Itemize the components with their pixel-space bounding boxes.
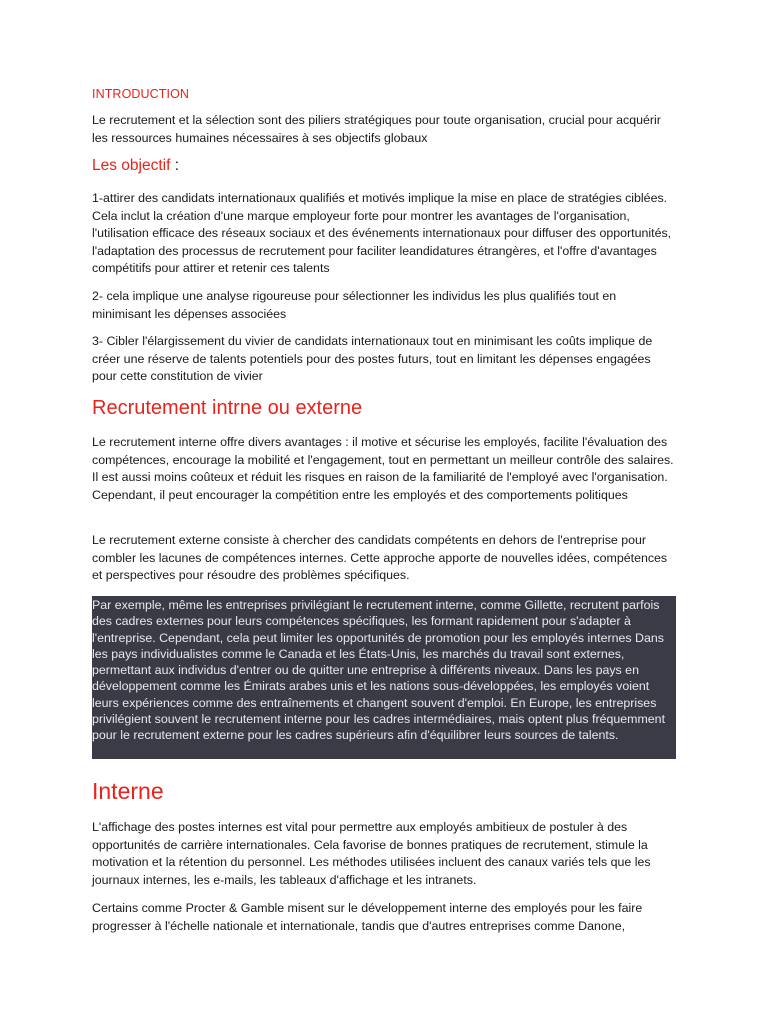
heading-recrutement: Recrutement intrne ou externe <box>92 397 363 419</box>
heading-objectifs <box>92 157 179 175</box>
heading-objectifs-colon: : <box>170 157 180 174</box>
heading-introduction: INTRODUCTION <box>92 87 190 101</box>
paragraph-objectif-2: 2- cela implique une analyse rigoureuse pour sélectionner les individus les plus qualifiés tout en minimisant les dépenses associées <box>92 289 617 321</box>
heading-interne: Interne <box>92 778 164 804</box>
paragraph-recrutement-externe: Le recrutement externe consiste à chercher des candidats compétents en dehors de l'entreprise pour combler les lacunes de compétences internes. Cette approche apporte de nouvelles idées, compétences et perspectives pour résoudre des problèmes spécifiques. <box>92 533 668 583</box>
highlighted-block <box>92 596 676 759</box>
paragraph-objectif-1: 1-attirer des candidats internationaux qualifiés et motivés implique la mise en place de stratégies ciblées. Cela inclut la création d'une marque employeur forte pour montrer les avantages de l'organisation, l'utilisation efficace des réseaux sociaux et des événements internationaux pour diffuser des opportunités, l'adaptation des processus de recrutement pour faciliter leandidatures étrangères, et l'offre d'avantages compétitifs pour attirer et retenir ces talents <box>92 191 672 276</box>
heading-objectifs-text: Les objectif <box>92 157 171 174</box>
paragraph-intro: Le recrutement et la sélection sont des piliers stratégiques pour toute organisation, crucial pour acquérir les ressources humaines nécessaires à ses objectifs globaux <box>92 113 661 145</box>
paragraph-procter: Certains comme Procter & Gamble misent sur le développement interne des employés pour les faire progresser à l'échelle nationale et internationale, tandis que d'autres entreprises comme Danone, <box>92 901 643 933</box>
paragraph-affichage: L'affichage des postes internes est vital pour permettre aux employés ambitieux de postuler à des opportunités de carrière internationales. Cela favorise de bonnes pratiques de recrutement, stimule la motivation et la rétention du personnel. Les méthodes utilisées incluent des canaux variés tels que les journaux internes, les e-mails, les tableaux d'affichage et les intranets. <box>92 820 651 887</box>
paragraph-exemple: Par exemple, même les entreprises privilégiant le recrutement interne, comme Gillette, recrutent parfois des cadres externes pour leurs compétences spécifiques, les formant rapidement pour s'adapter à l'entreprise. Cependant, cela peut limiter les opportunités de promotion pour les employés internes Dans les pays individualistes comme le Canada et les États-Unis, les marchés du travail sont externes, permettant aux individus d'entrer ou de quitter une entreprise à différents niveaux. Dans les pays en développement comme les Émirats arabes unis et les nations sous-développées, les employés voient leurs expériences comme des entraînements et changent souvent d'emploi. En Europe, les entreprises privilégient souvent le recrutement interne pour les cadres intermédiaires, mais optent plus fréquemment pour le recrutement externe pour les cadres supérieurs afin d'équilibrer leurs sources de talents. <box>92 598 666 743</box>
paragraph-objectif-3: 3- Cibler l'élargissement du vivier de candidats internationaux tout en minimisant les coûts implique de créer une réserve de talents potentiels pour des postes futurs, tout en limitant les dépenses engagées pour cette constitution de vivier <box>92 334 653 384</box>
paragraph-recrutement-interne: Le recrutement interne offre divers avantages : il motive et sécurise les employés, facilite l'évaluation des compétences, encourage la mobilité et l'engagement, tout en permettant un meilleur contrôle des salaires. Il est aussi moins coûteux et réduit les risques en raison de la familiarité de l'employé avec l'organisation. Cependant, il peut encourager la compétition entre les employés et des comportements politiques <box>92 435 674 502</box>
